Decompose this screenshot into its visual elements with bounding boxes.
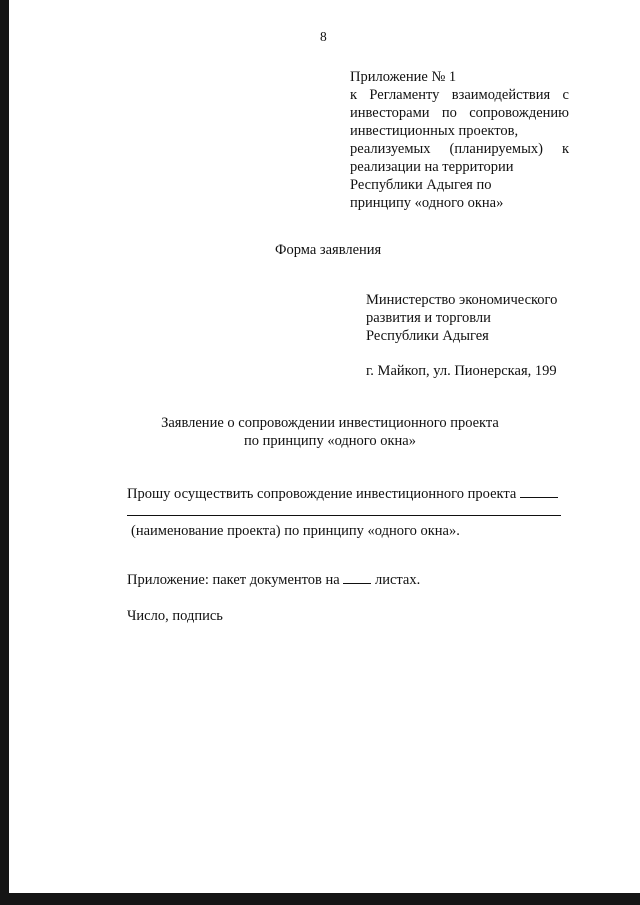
annex-title: Приложение № 1 bbox=[350, 69, 457, 85]
attachment-line bbox=[127, 570, 420, 589]
scan-border-left bbox=[0, 0, 9, 898]
project-name-blank bbox=[520, 484, 558, 498]
addressee-line: Республики Адыгея bbox=[366, 328, 489, 344]
sheet-count-blank bbox=[343, 570, 371, 584]
addressee-address: г. Майкоп, ул. Пионерская, 199 bbox=[366, 363, 557, 379]
annex-line: к Регламенту взаимодействия с bbox=[350, 87, 569, 103]
attachment-prefix: Приложение: пакет документов на bbox=[127, 572, 340, 588]
request-continuation: (наименование проекта) по принципу «одного окна». bbox=[131, 523, 460, 539]
application-title bbox=[140, 414, 520, 450]
addressee-block bbox=[366, 291, 557, 345]
annex-line: инвестиционных проектов, bbox=[350, 123, 519, 139]
annex-block bbox=[350, 68, 569, 212]
annex-line: реализуемых (планируемых) к bbox=[350, 141, 569, 157]
page-number: 8 bbox=[320, 29, 327, 44]
annex-line: Республики Адыгея по bbox=[350, 177, 492, 193]
scan-border-bottom bbox=[0, 893, 640, 905]
addressee-line: развития и торговли bbox=[366, 310, 491, 326]
project-name-fill-line bbox=[127, 515, 561, 516]
signature-line: Число, подпись bbox=[127, 608, 223, 624]
application-title-line2: по принципу «одного окна» bbox=[244, 433, 416, 449]
annex-line: инвесторами по сопровождению bbox=[350, 105, 569, 121]
addressee-line: Министерство экономического bbox=[366, 292, 558, 308]
request-line bbox=[127, 484, 558, 503]
attachment-suffix: листах. bbox=[374, 572, 421, 588]
request-text: Прошу осуществить сопровождение инвестиционного проекта bbox=[127, 486, 517, 502]
form-title: Форма заявления bbox=[275, 242, 382, 258]
application-title-line1: Заявление о сопровождении инвестиционного проекта bbox=[161, 415, 499, 431]
annex-line: реализации на территории bbox=[350, 159, 514, 175]
annex-line: принципу «одного окна» bbox=[350, 195, 504, 211]
